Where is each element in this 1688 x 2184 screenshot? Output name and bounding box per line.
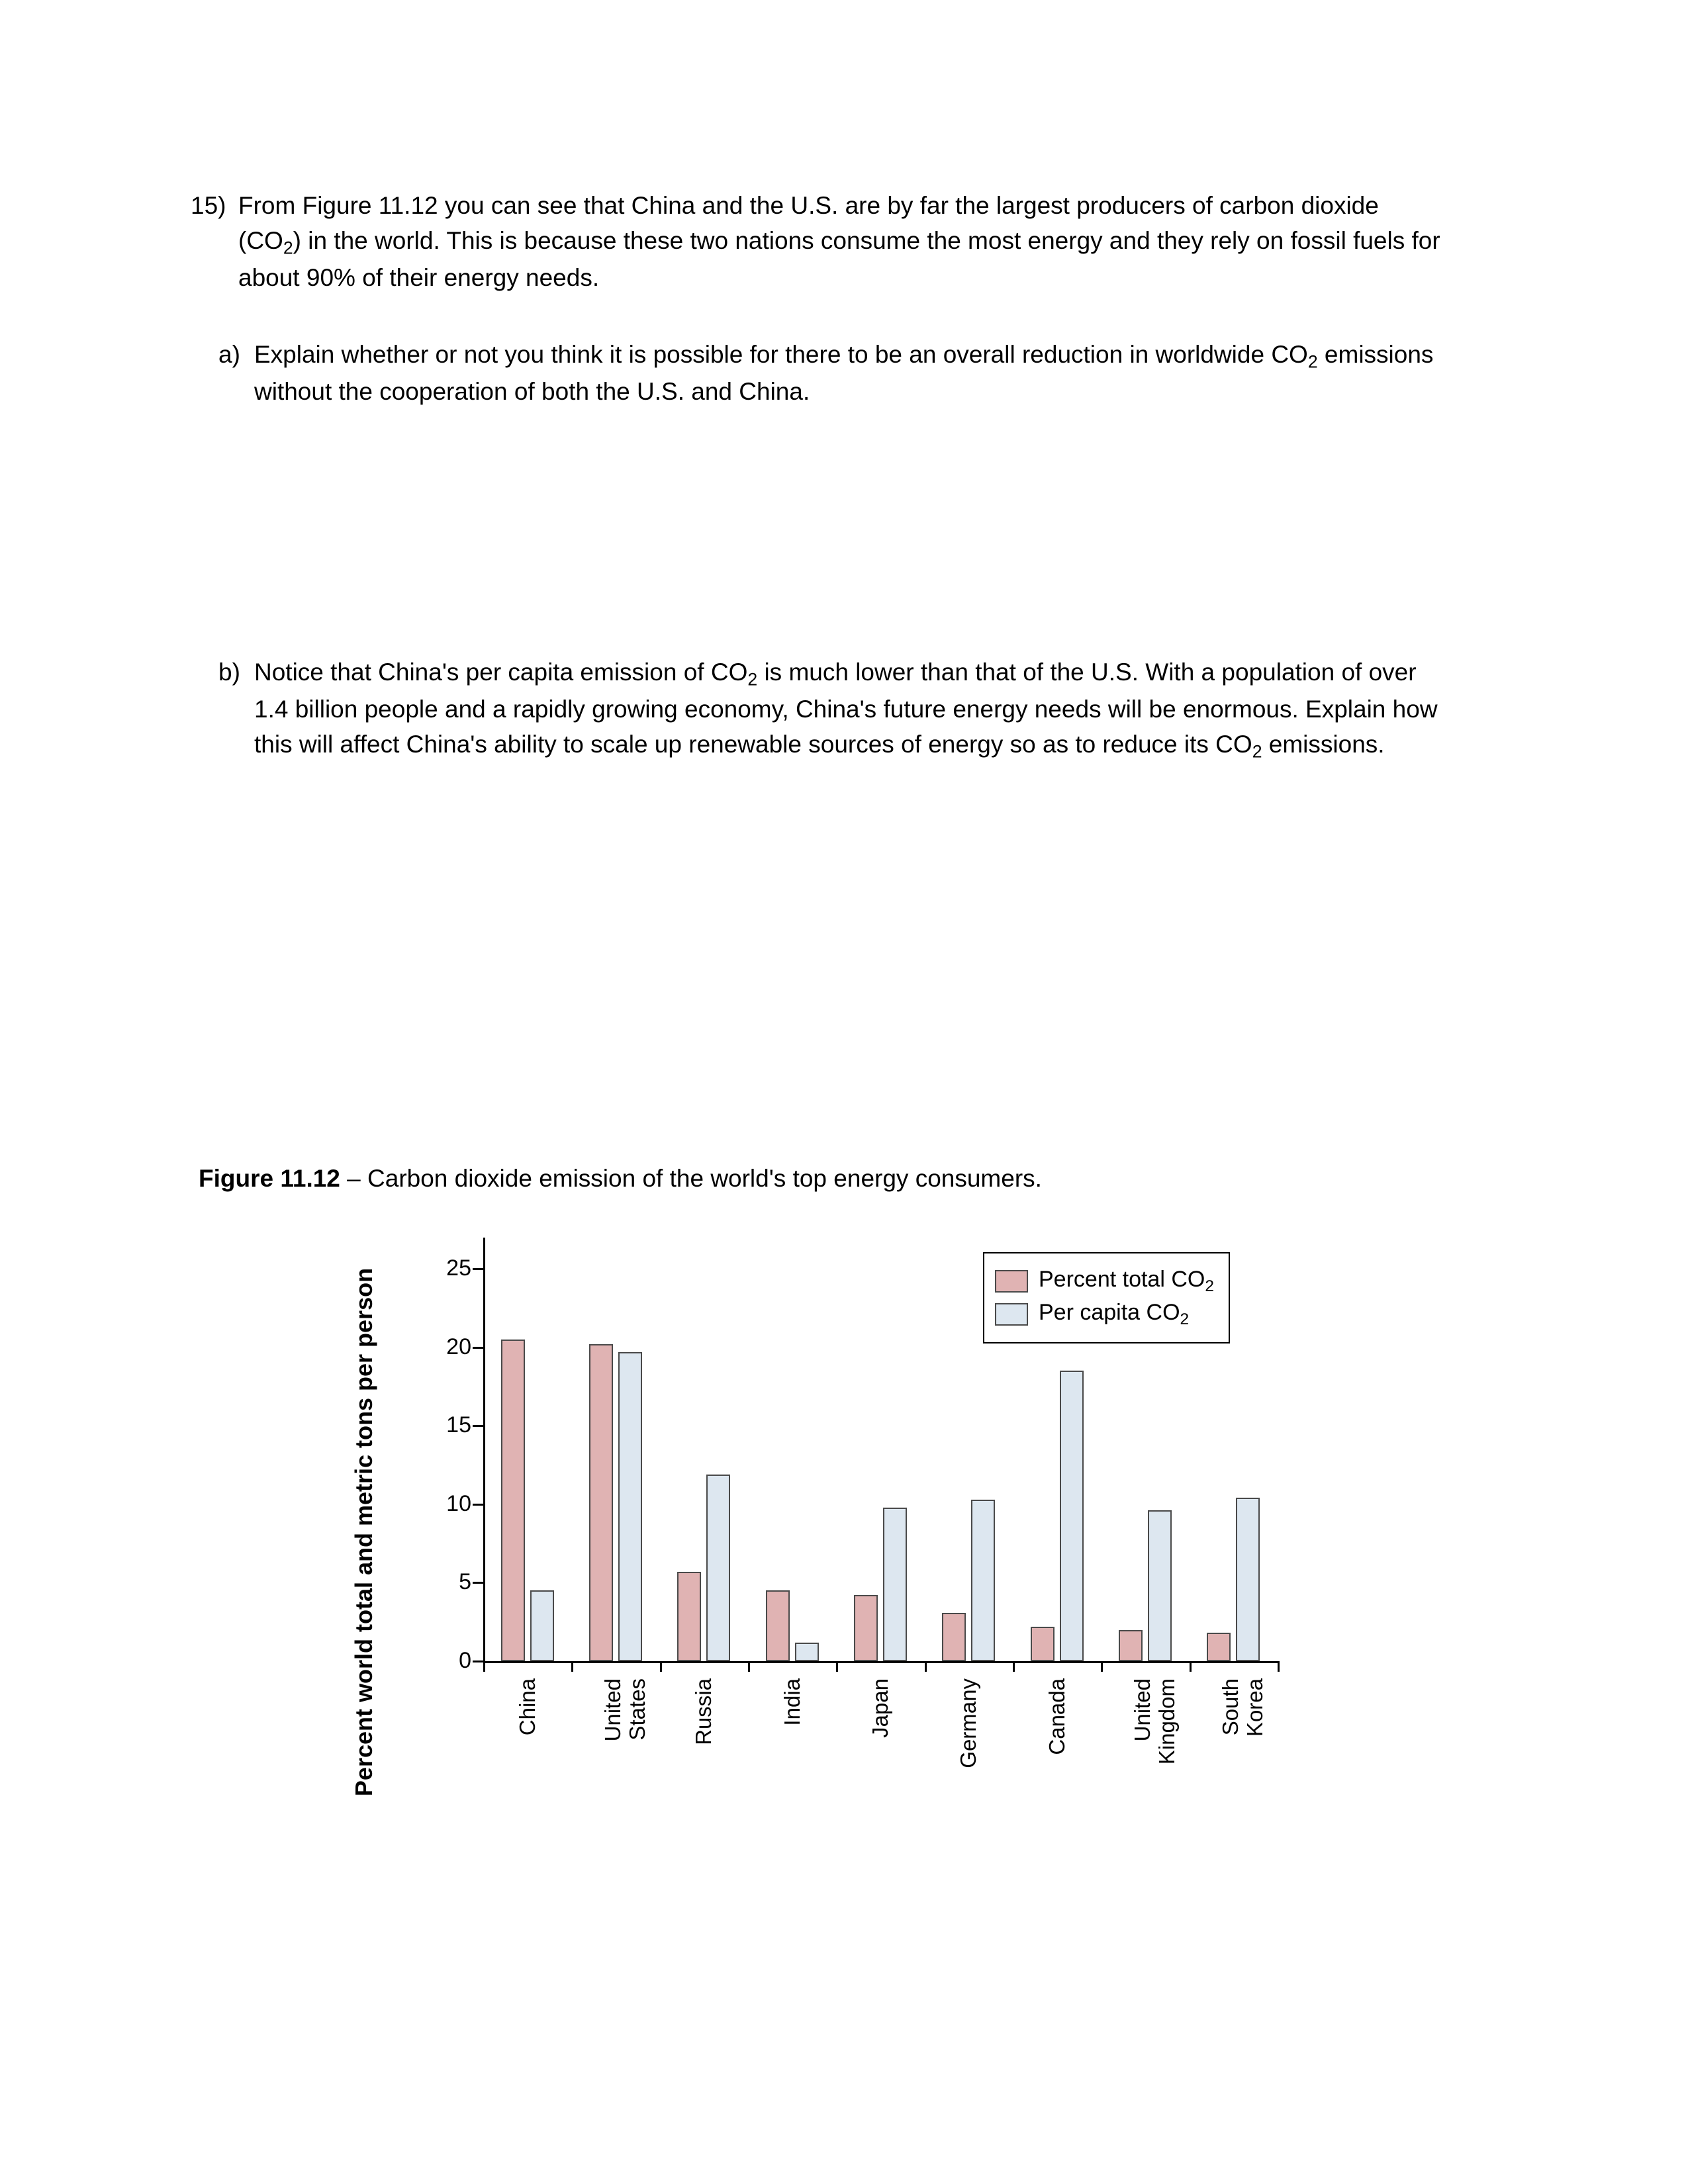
plot-area <box>446 1238 1278 1768</box>
legend-swatch-per-capita-icon <box>995 1303 1028 1326</box>
question-15-subscript: 2 <box>283 237 293 257</box>
x-tick-mark <box>1278 1661 1280 1672</box>
question-15a-subscript: 2 <box>1307 351 1318 372</box>
x-category-label <box>601 1678 650 1741</box>
bar-chart <box>350 1198 1311 1893</box>
bar-per-capita <box>1236 1498 1260 1661</box>
bar-per-capita <box>971 1500 995 1661</box>
x-tick-mark <box>1013 1661 1015 1672</box>
legend-label-per-capita-text: Per capita CO <box>1039 1299 1180 1325</box>
x-category-label-line: Canada <box>1044 1678 1069 1755</box>
bar-percent-total <box>1031 1627 1055 1661</box>
figure-number: Figure 11.12 <box>199 1165 340 1192</box>
x-category-label-line: Germany <box>956 1678 981 1768</box>
question-15b-number: b) <box>218 659 240 686</box>
x-tick-mark <box>748 1661 750 1672</box>
question-15b-text <box>254 655 1450 764</box>
bar-per-capita <box>618 1352 642 1661</box>
question-15-text-part1: From Figure 11.12 you can see that China and the U.S. are by far the largest producers of carbon dioxide (CO <box>238 192 1379 254</box>
question-15 <box>191 189 1448 295</box>
legend-item-per-capita <box>995 1300 1214 1329</box>
chart-legend <box>983 1252 1230 1343</box>
bar-percent-total <box>1119 1630 1143 1661</box>
x-category-label <box>868 1678 893 1738</box>
x-tick-mark <box>660 1661 662 1672</box>
x-category-label <box>780 1678 805 1726</box>
legend-swatch-percent-total-icon <box>995 1270 1028 1293</box>
x-tick-mark <box>1190 1661 1192 1672</box>
y-tick-mark <box>473 1582 483 1584</box>
bar-per-capita <box>1148 1510 1172 1661</box>
question-15b-text-part1: Notice that China's per capita emission of CO <box>254 659 748 686</box>
legend-label-percent-total-sub: 2 <box>1205 1277 1214 1295</box>
bar-per-capita <box>530 1590 554 1661</box>
question-15b-text-part3: emissions. <box>1262 730 1385 758</box>
y-tick-label: 20 <box>446 1334 471 1359</box>
bar-per-capita <box>706 1475 730 1661</box>
figure-caption <box>199 1165 1042 1193</box>
y-axis-line <box>483 1238 485 1661</box>
y-tick-label: 10 <box>446 1490 471 1516</box>
y-tick-mark <box>473 1425 483 1427</box>
question-15-number: 15) <box>191 192 226 219</box>
x-category-label-line: India <box>779 1678 804 1726</box>
bar-per-capita <box>883 1508 907 1661</box>
x-tick-mark <box>571 1661 573 1672</box>
y-tick-label: 0 <box>459 1648 471 1673</box>
question-15a-text <box>254 338 1436 410</box>
x-category-label <box>957 1678 981 1768</box>
y-tick-mark <box>473 1661 483 1662</box>
legend-label-per-capita-sub: 2 <box>1180 1310 1190 1328</box>
question-15-text <box>238 189 1448 295</box>
bar-percent-total <box>589 1344 613 1661</box>
x-tick-mark <box>925 1661 927 1672</box>
x-category-label-line: Japan <box>868 1678 892 1738</box>
bar-percent-total <box>677 1572 701 1661</box>
question-15b-text-part2: is much lower than that of the U.S. With a population of over 1.4 billion people and a rapidly growing economy, China's future energy needs will be enormous. Explain how this will affect China's ability to scale up renewable sources of energy so as to reduce its CO <box>254 659 1438 758</box>
question-15a-number: a) <box>218 341 240 368</box>
legend-item-percent-total <box>995 1267 1214 1296</box>
x-category-label <box>516 1678 540 1735</box>
x-category-label <box>1131 1678 1180 1764</box>
question-15b-subscript-1: 2 <box>747 669 758 690</box>
bar-per-capita <box>1060 1371 1084 1661</box>
x-category-label <box>1219 1678 1268 1737</box>
question-15a <box>218 338 1436 410</box>
x-category-label-line: Kingdom <box>1154 1678 1179 1765</box>
y-tick-mark <box>473 1268 483 1270</box>
x-category-label <box>1045 1678 1070 1755</box>
legend-label-per-capita <box>1039 1300 1189 1329</box>
x-tick-mark <box>836 1661 838 1672</box>
x-category-label-line: Korea <box>1243 1678 1268 1737</box>
y-tick-mark <box>473 1504 483 1506</box>
question-15-text-part2: ) in the world. This is because these two nations consume the most energy and they rely on fossil fuels for about 90% of their energy needs. <box>238 226 1440 291</box>
bar-percent-total <box>1207 1633 1231 1661</box>
x-tick-mark <box>483 1661 485 1672</box>
question-15b <box>218 655 1450 764</box>
bar-percent-total <box>501 1340 525 1661</box>
bar-percent-total <box>942 1613 966 1661</box>
question-15a-text-part1: Explain whether or not you think it is possible for there to be an overall reduction in worldwide CO <box>254 341 1308 368</box>
x-axis-line <box>483 1661 1278 1663</box>
x-category-label-line: China <box>514 1678 539 1736</box>
y-tick-label: 5 <box>459 1569 471 1595</box>
bar-percent-total <box>766 1590 790 1661</box>
question-15b-subscript-2: 2 <box>1252 741 1262 762</box>
legend-label-percent-total <box>1039 1267 1214 1296</box>
x-category-label-line: United <box>600 1678 625 1742</box>
x-category-label-line: United <box>1130 1678 1154 1742</box>
y-tick-label: 25 <box>446 1255 471 1281</box>
x-category-label-line: States <box>624 1678 649 1741</box>
y-tick-mark <box>473 1347 483 1349</box>
legend-label-percent-total-text: Percent total CO <box>1039 1267 1205 1292</box>
question-15a-text-part2: emissions without the cooperation of both the U.S. and China. <box>254 341 1434 406</box>
y-tick-label: 15 <box>446 1412 471 1438</box>
y-axis-title: Percent world total and metric tons per person <box>350 1267 377 1797</box>
bar-per-capita <box>795 1643 819 1661</box>
x-category-label-line: Russia <box>691 1678 716 1745</box>
x-category-label-line: South <box>1218 1678 1243 1736</box>
x-category-label <box>692 1678 716 1745</box>
bar-percent-total <box>854 1595 878 1661</box>
figure-caption-text: – Carbon dioxide emission of the world's top energy consumers. <box>340 1165 1042 1192</box>
x-tick-mark <box>1101 1661 1103 1672</box>
